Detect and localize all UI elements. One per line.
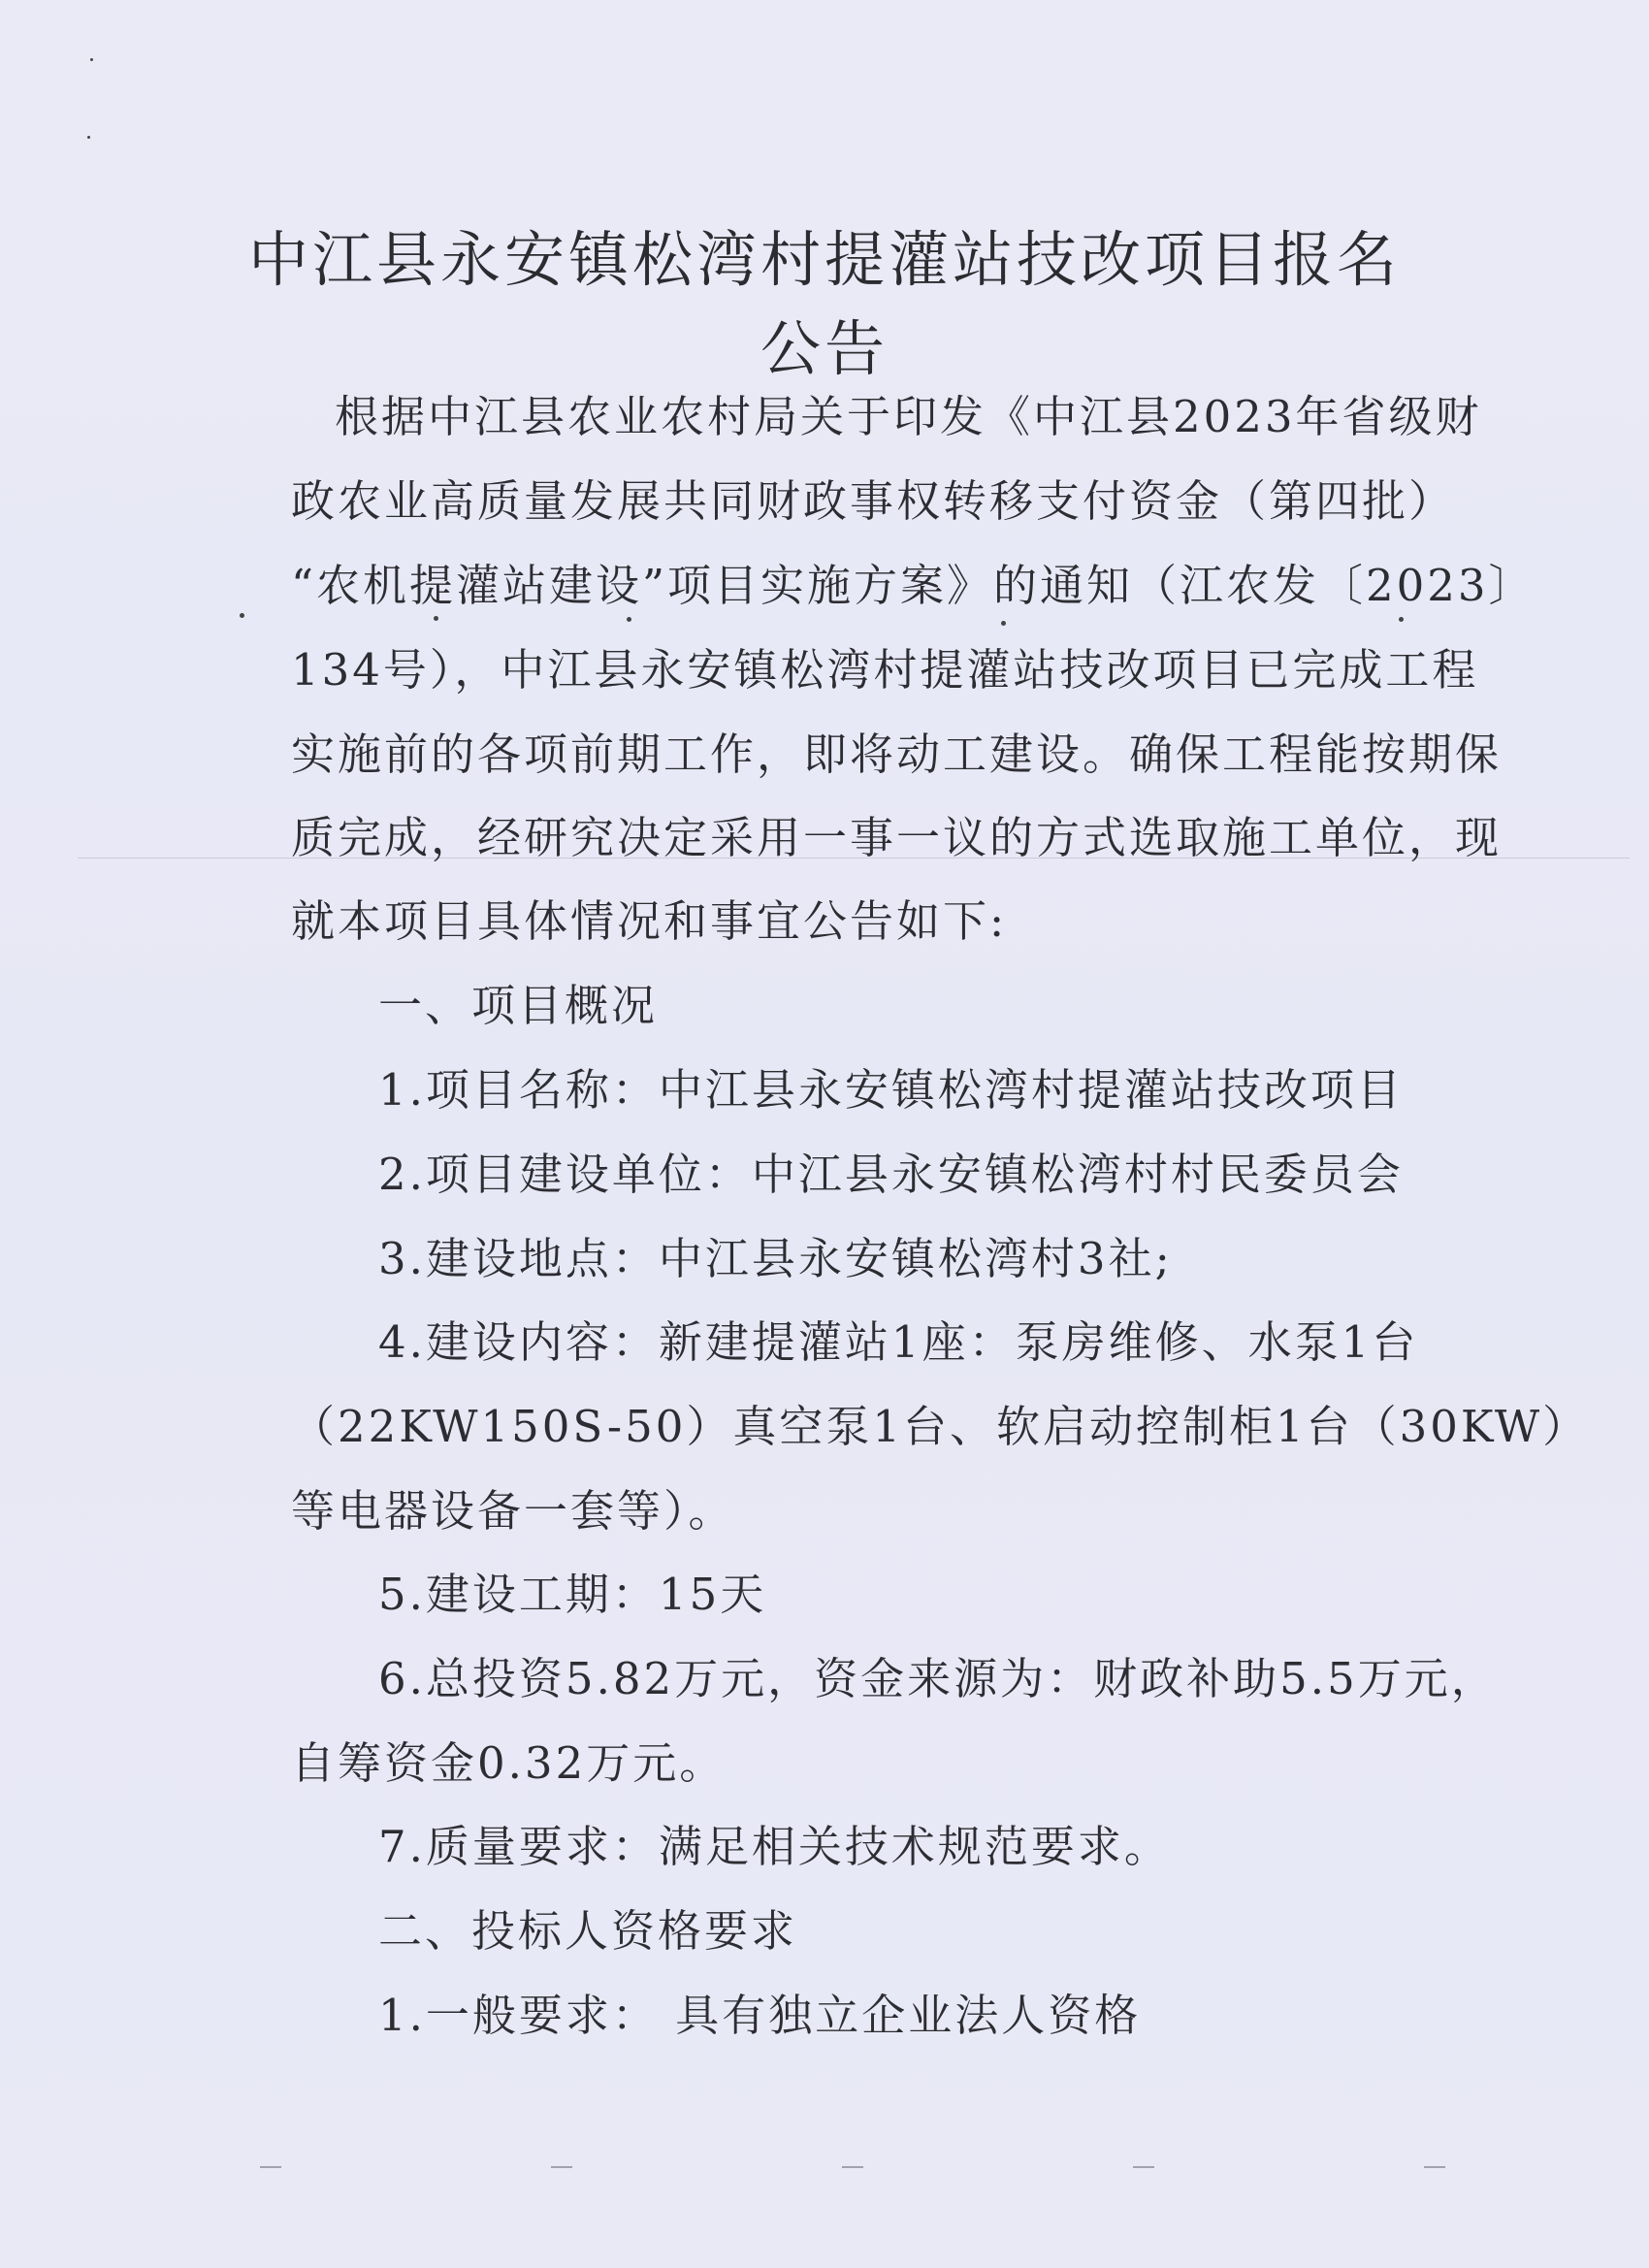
section-heading-overview: 一、项目概况 xyxy=(378,980,659,1031)
intro-line-3: “农机提灌站建设”项目实施方案》的通知（江农发〔2023〕 xyxy=(291,560,1536,611)
item-investment-line-2: 自筹资金0.32万元。 xyxy=(291,1737,727,1789)
scan-speck xyxy=(240,613,244,618)
scan-speck xyxy=(627,617,631,622)
intro-line-7: 就本项目具体情况和事宜公告如下: xyxy=(291,895,1008,947)
scan-speck xyxy=(434,616,438,621)
scan-mark xyxy=(1424,2166,1445,2168)
intro-line-1: 根据中江县农业农村局关于印发《中江县2023年省级财 xyxy=(335,391,1482,442)
qualification-general-requirement: 1.一般要求： 具有独立企业法人资格 xyxy=(378,1990,1142,2041)
scan-mark xyxy=(1133,2166,1154,2168)
item-investment-line-1: 6.总投资5.82万元，资金来源为：财政补助5.5万元， xyxy=(378,1653,1498,1704)
scan-speck xyxy=(1001,621,1006,626)
item-construction-unit: 2.项目建设单位：中江县永安镇松湾村村民委员会 xyxy=(378,1149,1404,1200)
scan-speck xyxy=(1399,617,1404,622)
item-construction-site: 3.建设地点：中江县永安镇松湾村3社; xyxy=(378,1233,1173,1284)
item-quality-requirement: 7.质量要求：满足相关技术规范要求。 xyxy=(378,1821,1171,1872)
scan-mark xyxy=(260,2166,281,2168)
section-heading-bidder-qualification: 二、投标人资格要求 xyxy=(378,1905,798,1957)
scan-mark xyxy=(842,2166,863,2168)
scan-mark xyxy=(551,2166,572,2168)
item-construction-content-line-3: 等电器设备一套等）。 xyxy=(291,1485,735,1537)
intro-line-2: 政农业高质量发展共同财政事权转移支付资金（第四批） xyxy=(291,475,1456,527)
scan-speck xyxy=(90,58,93,61)
intro-line-5: 实施前的各项前期工作，即将动工建设。确保工程能按期保 xyxy=(291,729,1503,780)
scan-speck xyxy=(87,136,90,139)
document-title-line-2: 公告 xyxy=(760,313,889,384)
item-project-name: 1.项目名称：中江县永安镇松湾村提灌站技改项目 xyxy=(378,1064,1404,1116)
document-title-line-1: 中江县永安镇松湾村提灌站技改项目报名 xyxy=(247,224,1401,295)
item-construction-period: 5.建设工期：15天 xyxy=(378,1569,767,1620)
item-construction-content-line-2: （22KW150S-50）真空泵1台、软启动控制柜1台（30KW） xyxy=(291,1401,1590,1452)
intro-line-4: 134号），中江县永安镇松湾村提灌站技改项目已完成工程 xyxy=(291,644,1479,696)
item-construction-content-line-1: 4.建设内容：新建提灌站1座：泵房维修、水泵1台 xyxy=(378,1316,1419,1368)
intro-line-6: 质完成，经研究决定采用一事一议的方式选取施工单位，现 xyxy=(291,812,1503,863)
